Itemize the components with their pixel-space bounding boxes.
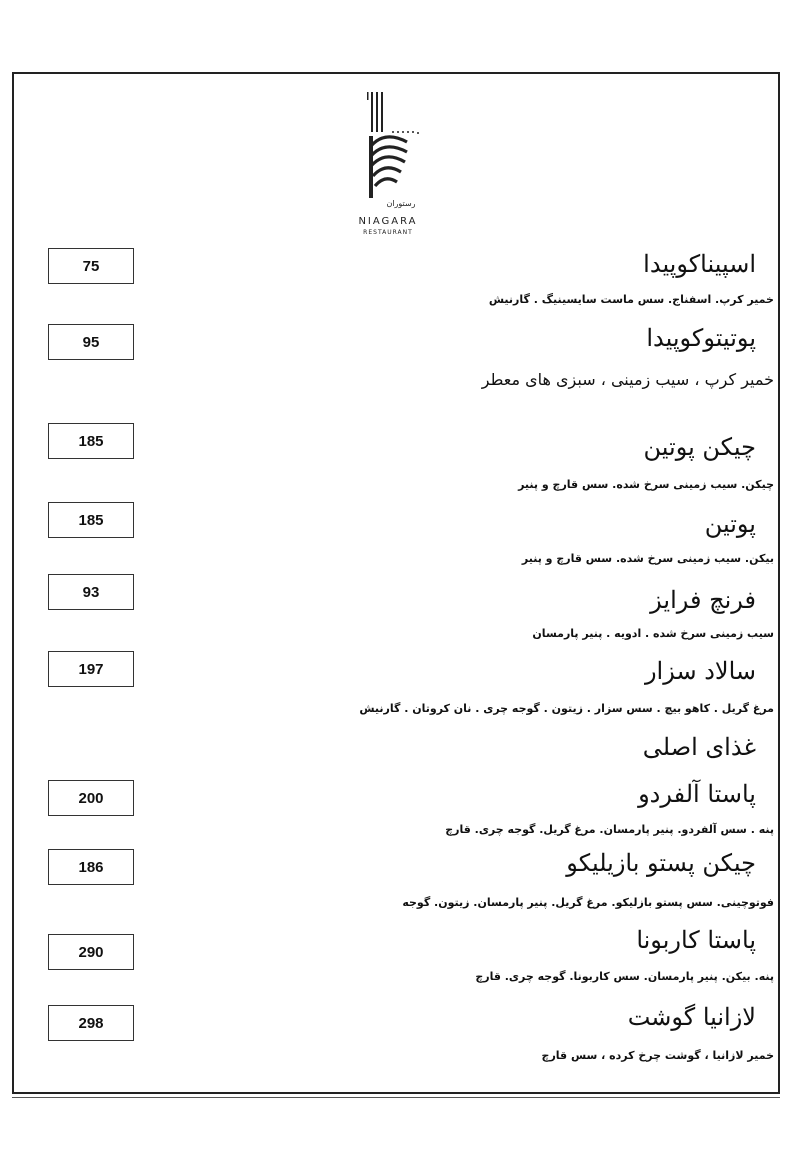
item-description: چیکن. سیب زمینی سرخ شده. سس قارچ و پنیر [518,478,774,491]
item-name: پاستا کاربونا [636,926,756,954]
price-box: 185 [48,502,134,538]
item-description: پنه . سس آلفردو. پنیر پارمسان. مرغ گریل. گوجه چری. قارچ [445,823,774,836]
price-box: 95 [48,324,134,360]
item-description: سیب زمینی سرخ شده . ادویه . پنیر پارمسان [532,627,774,640]
item-name: فرنچ فرایز [650,586,756,614]
section-title: غذای اصلی [642,733,756,761]
price-box: 75 [48,248,134,284]
item-description: مرغ گریل . کاهو بیچ . سس سزار . زیتون . گوجه چری . نان کروتان . گارنیش [359,702,774,715]
item-description: فوتوچینی. سس پستو بازلیکو. مرغ گریل. پنیر پارمسان. زیتون. گوجه [402,896,774,909]
frame-bottom-rule [12,1097,780,1098]
item-name: چیکن پستو بازیلیکو [566,849,756,877]
logo-fa-text: رستوران [386,199,416,208]
item-description: خمیر کرپ. اسفناج. سس ماست سایسینیگ . گارنیش [488,293,774,306]
price-box: 200 [48,780,134,816]
price-box: 186 [48,849,134,885]
logo-subtitle: RESTAURANT [363,229,413,236]
item-description: خمیر کرپ ، سیب زمینی ، سبزی های معطر [481,370,774,389]
item-name: لازانیا گوشت [627,1003,756,1031]
logo-mark-icon [345,86,431,211]
item-name: پاستا آلفردو [638,780,756,808]
price-box: 93 [48,574,134,610]
item-name: چیکن پوتین [643,433,756,461]
item-name: پوتین [704,510,756,538]
price-box: 185 [48,423,134,459]
item-description: بیکن. سیب زمینی سرخ شده. سس قارچ و پنیر [521,552,774,565]
item-name: اسپیناکوپیدا [643,250,756,278]
item-name: پوتیتوکوپیدا [646,324,756,352]
price-box: 298 [48,1005,134,1041]
item-description: خمیر لازانیا ، گوشت چرخ کرده ، سس قارچ [541,1049,774,1062]
restaurant-logo [345,86,431,238]
price-box: 290 [48,934,134,970]
item-name: سالاد سزار [644,657,756,685]
logo-brand: NIAGARA [358,216,418,227]
item-description: پنه. بیکن. پنیر پارمسان. سس کاربونا. گوجه چری. قارچ [475,970,774,983]
price-box: 197 [48,651,134,687]
